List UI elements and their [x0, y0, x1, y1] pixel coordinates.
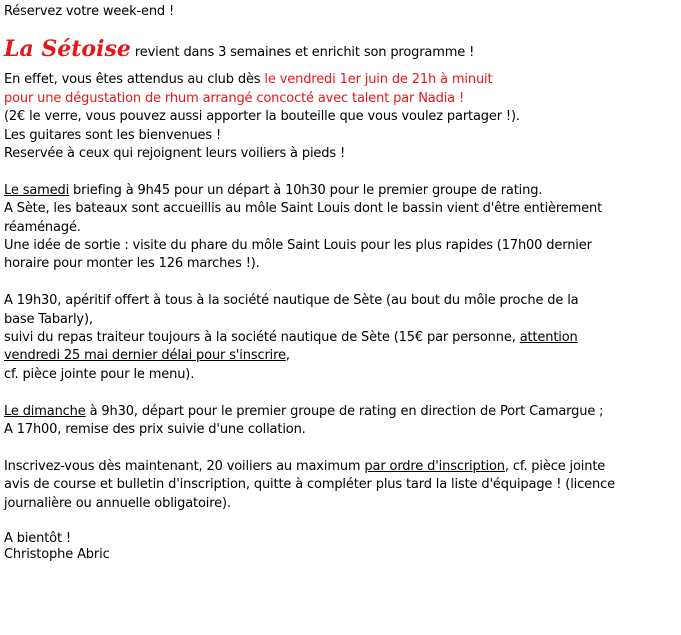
- saturday-label: Le samedi: [4, 182, 70, 198]
- sunday-paragraph: [4, 403, 676, 440]
- evening-dinner-text: suivi du repas traiteur toujours à la société nautique de Sète (15€ par personne,: [4, 330, 520, 346]
- registration-paragraph: [4, 458, 676, 513]
- registration-line-2: avis de course et bulletin d'inscription, quitte à compléter plus tard la liste d'équipage ! (licence: [4, 477, 615, 493]
- registration-line-3: journalière ou annuelle obligatoire).: [4, 495, 231, 511]
- evening-paragraph: [4, 292, 676, 384]
- saturday-line-1: [4, 182, 676, 200]
- friday-date-highlight: le vendredi 1er juin de 21h à minuit: [264, 72, 493, 88]
- registration-line-1: [4, 458, 676, 476]
- signature: Christophe Abric: [4, 547, 110, 563]
- saturday-line-5: horaire pour monter les 126 marches !).: [4, 256, 260, 272]
- registration-attachment-text: , cf. pièce jointe: [504, 458, 606, 474]
- email-body: [4, 3, 676, 563]
- evening-deadline-text: vendredi 25 mai dernier délai pour s'inscrire: [4, 348, 286, 364]
- sunday-label: Le dimanche: [4, 403, 86, 419]
- friday-line-1-text: En effet, vous êtes attendus au club dès: [4, 72, 265, 88]
- intro-text: revient dans 3 semaines et enrichit son programme !: [130, 45, 475, 61]
- intro-line: [4, 35, 676, 63]
- evening-line-1: A 19h30, apéritif offert à tous à la société nautique de Sète (au bout du môle proche de la: [4, 293, 579, 309]
- friday-line-1: [4, 71, 676, 89]
- paragraph-gap: [4, 384, 676, 402]
- closing: [4, 531, 676, 563]
- saturday-line-4: Une idée de sortie : visite du phare du môle Saint Louis pour les plus rapides (17h00 dernier: [4, 238, 592, 254]
- heading: Réservez votre week-end !: [4, 4, 175, 19]
- paragraph-gap: [4, 513, 676, 531]
- friday-paragraph: [4, 71, 676, 163]
- sunday-departure-text: à 9h30, départ pour le premier groupe de rating en direction de Port Camargue ;: [85, 403, 604, 419]
- paragraph-gap: [4, 274, 676, 292]
- saturday-paragraph: [4, 182, 676, 274]
- saturday-line-3: réaménagé.: [4, 219, 81, 235]
- evening-attention-text: attention: [519, 330, 578, 346]
- evening-line-2: base Tabarly),: [4, 311, 93, 327]
- evening-line-4: [4, 347, 676, 365]
- sunday-line-1: [4, 403, 676, 421]
- friday-tasting-highlight: pour une dégustation de rhum arrangé concocté avec talent par Nadia !: [4, 90, 465, 106]
- evening-line-5: cf. pièce jointe pour le menu).: [4, 366, 195, 382]
- saturday-line-2: A Sète, les bateaux sont accueillis au môle Saint Louis dont le bassin vient d'être entièrement: [4, 201, 603, 217]
- saturday-briefing-text: briefing à 9h45 pour un départ à 10h30 pour le premier groupe de rating.: [69, 182, 543, 198]
- registration-order-text: par ordre d'inscription: [364, 458, 505, 474]
- evening-deadline-comma: ,: [285, 348, 290, 364]
- paragraph-gap: [4, 439, 676, 457]
- brand-name: La Sétoise: [4, 36, 131, 63]
- farewell: A bientôt !: [4, 531, 71, 547]
- paragraph-gap: [4, 163, 676, 181]
- evening-line-3: [4, 329, 676, 347]
- sunday-line-2: A 17h00, remise des prix suivie d'une collation.: [4, 422, 306, 438]
- friday-guitars-note: Les guitares sont les bienvenues !: [4, 127, 222, 143]
- friday-reserved-note: Reservée à ceux qui rejoignent leurs voiliers à pieds !: [4, 146, 346, 162]
- registration-intro-text: Inscrivez-vous dès maintenant, 20 voiliers au maximum: [4, 458, 365, 474]
- friday-price-note: (2€ le verre, vous pouvez aussi apporter la bouteille que vous voulez partager !).: [4, 109, 520, 125]
